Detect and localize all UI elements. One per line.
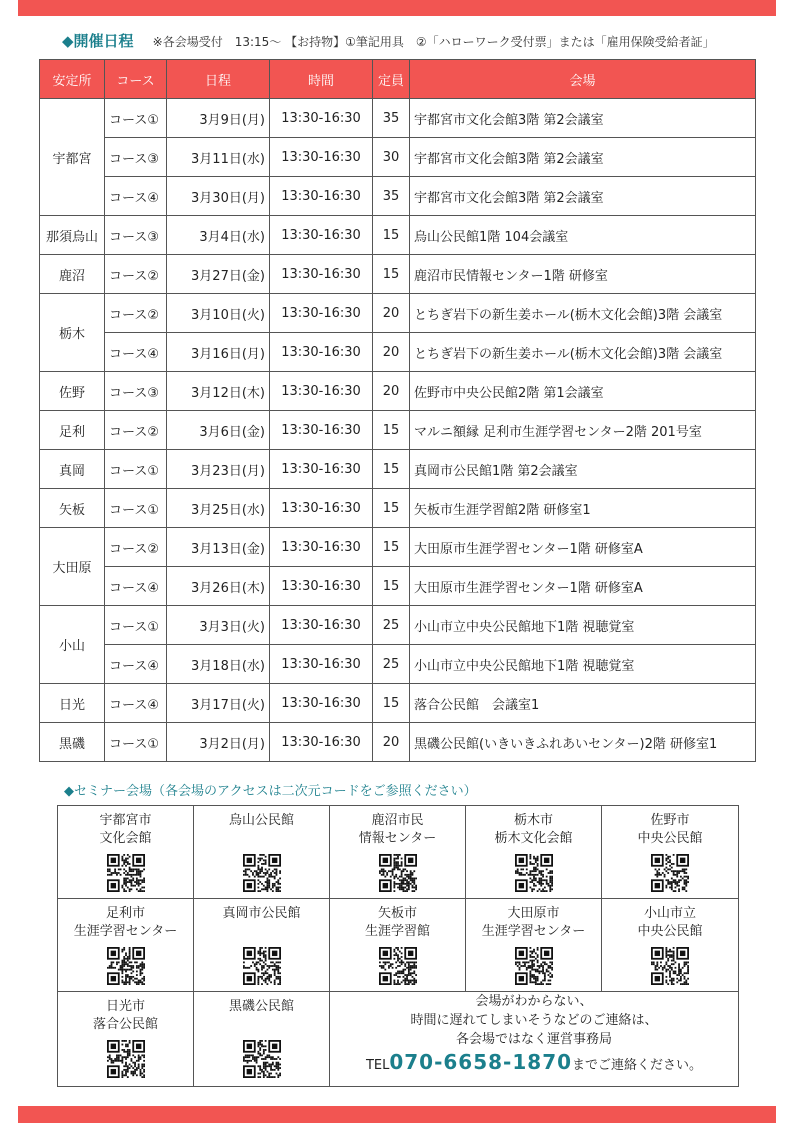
date-cell: 3月27日(金) [167, 255, 270, 294]
venue-cell: 鹿沼市民情報センター1階 研修室 [410, 255, 756, 294]
access-body [58, 806, 739, 1087]
schedule-row [40, 99, 756, 138]
date-cell: 3月4日(水) [167, 216, 270, 255]
col-venue-header: 会場 [410, 60, 756, 99]
top-accent-bar [18, 0, 776, 16]
time-cell: 13:30-16:30 [270, 567, 373, 606]
venue-name-line1: 宇都宮市 [99, 813, 152, 828]
time-cell: 13:30-16:30 [270, 528, 373, 567]
venue-name-line1: 真岡市公民館 [222, 906, 301, 921]
capacity-cell: 20 [373, 372, 410, 411]
venue-name-line1: 烏山公民館 [228, 813, 294, 828]
schedule-row [40, 567, 756, 606]
tel-prefix: TEL [365, 1058, 390, 1073]
capacity-cell: 20 [373, 723, 410, 762]
office-cell: 足利 [40, 411, 105, 450]
course-cell: コース① [105, 606, 167, 645]
venue-card [194, 806, 330, 899]
time-cell: 13:30-16:30 [270, 372, 373, 411]
bottom-accent-bar [18, 1106, 776, 1123]
date-cell: 3月25日(水) [167, 489, 270, 528]
venue-name-line1: 矢板市 [377, 906, 417, 921]
course-cell: コース④ [105, 645, 167, 684]
venue-cell: とちぎ岩下の新生姜ホール(栃木文化会館)3階 会議室 [410, 294, 756, 333]
venue-name [466, 806, 601, 848]
col-date-header: 日程 [167, 60, 270, 99]
contact-line1: 会場がわからない、 [475, 994, 593, 1009]
date-cell: 3月23日(月) [167, 450, 270, 489]
schedule-header-row [40, 60, 756, 99]
col-time-header: 時間 [270, 60, 373, 99]
schedule-table [39, 59, 756, 762]
qr-code-icon[interactable] [243, 854, 281, 892]
col-capacity-header: 定員 [373, 60, 410, 99]
venue-name-line2: 栃木文化会館 [494, 831, 573, 846]
venue-card [330, 806, 466, 899]
qr-code-icon[interactable] [651, 854, 689, 892]
venue-name [466, 899, 601, 941]
course-cell: コース② [105, 528, 167, 567]
capacity-cell: 25 [373, 645, 410, 684]
office-cell: 日光 [40, 684, 105, 723]
date-cell: 3月6日(金) [167, 411, 270, 450]
time-cell: 13:30-16:30 [270, 489, 373, 528]
venue-cell: 小山市立中央公民館地下1階 視聴覚室 [410, 645, 756, 684]
capacity-cell: 20 [373, 333, 410, 372]
venue-card [330, 899, 466, 992]
venue-name [58, 806, 193, 848]
schedule-row [40, 177, 756, 216]
venue-cell: 佐野市中央公民館2階 第1会議室 [410, 372, 756, 411]
venue-name-line2: 中央公民館 [637, 831, 703, 846]
capacity-cell: 35 [373, 177, 410, 216]
date-cell: 3月13日(金) [167, 528, 270, 567]
date-cell: 3月10日(火) [167, 294, 270, 333]
schedule-row [40, 294, 756, 333]
venue-name-line1: 黒磯公民館 [228, 999, 294, 1014]
date-cell: 3月18日(水) [167, 645, 270, 684]
venue-card [58, 806, 194, 899]
time-cell: 13:30-16:30 [270, 177, 373, 216]
venue-card [602, 806, 739, 899]
office-cell: 黒磯 [40, 723, 105, 762]
venue-card [58, 992, 194, 1087]
course-cell: コース① [105, 723, 167, 762]
course-cell: コース④ [105, 567, 167, 606]
course-cell: コース② [105, 255, 167, 294]
venue-name-line2: 文化会館 [99, 831, 152, 846]
contact-tel-line [330, 1050, 738, 1075]
venue-cell: 小山市立中央公民館地下1階 視聴覚室 [410, 606, 756, 645]
time-cell: 13:30-16:30 [270, 255, 373, 294]
schedule-body [40, 99, 756, 762]
venue-card [466, 806, 602, 899]
course-cell: コース④ [105, 333, 167, 372]
date-cell: 3月30日(月) [167, 177, 270, 216]
venue-cell: 宇都宮市文化会館3階 第2会議室 [410, 177, 756, 216]
schedule-row [40, 684, 756, 723]
time-cell: 13:30-16:30 [270, 645, 373, 684]
venue-name [194, 806, 329, 848]
access-table [57, 805, 739, 1087]
venue-cell: とちぎ岩下の新生姜ホール(栃木文化会館)3階 会議室 [410, 333, 756, 372]
access-row [58, 806, 739, 899]
date-cell: 3月12日(木) [167, 372, 270, 411]
capacity-cell: 15 [373, 216, 410, 255]
capacity-cell: 15 [373, 489, 410, 528]
col-office-header: 安定所 [40, 60, 105, 99]
capacity-cell: 15 [373, 450, 410, 489]
time-cell: 13:30-16:30 [270, 450, 373, 489]
course-cell: コース② [105, 294, 167, 333]
schedule-row [40, 333, 756, 372]
contact-line2: 時間に遅れてしまいそうなどのご連絡は、 [410, 1013, 658, 1028]
capacity-cell: 15 [373, 684, 410, 723]
venue-name-line1: 佐野市 [650, 813, 690, 828]
tel-suffix: までご連絡ください。 [572, 1058, 703, 1073]
capacity-cell: 15 [373, 567, 410, 606]
time-cell: 13:30-16:30 [270, 411, 373, 450]
qr-code-icon[interactable] [651, 947, 689, 985]
venue-name [330, 899, 465, 941]
venue-name [58, 992, 193, 1034]
venue-cell: 宇都宮市文化会館3階 第2会議室 [410, 138, 756, 177]
schedule-row [40, 489, 756, 528]
venue-card [602, 899, 739, 992]
venue-name-line1: 鹿沼市民 [371, 813, 424, 828]
course-cell: コース① [105, 99, 167, 138]
schedule-row [40, 255, 756, 294]
schedule-row [40, 645, 756, 684]
venue-name [58, 899, 193, 941]
time-cell: 13:30-16:30 [270, 723, 373, 762]
course-cell: コース③ [105, 372, 167, 411]
time-cell: 13:30-16:30 [270, 684, 373, 723]
col-course-header: コース [105, 60, 167, 99]
access-row [58, 992, 739, 1087]
course-cell: コース③ [105, 138, 167, 177]
capacity-cell: 20 [373, 294, 410, 333]
venue-name-line2: 落合公民館 [92, 1017, 158, 1032]
course-cell: コース② [105, 411, 167, 450]
date-cell: 3月2日(月) [167, 723, 270, 762]
qr-code-icon[interactable] [107, 854, 145, 892]
office-cell: 宇都宮 [40, 99, 105, 216]
time-cell: 13:30-16:30 [270, 606, 373, 645]
access-row [58, 899, 739, 992]
venue-name-line1: 栃木市 [513, 813, 553, 828]
venue-cell: 真岡市公民館1階 第2会議室 [410, 450, 756, 489]
schedule-row [40, 411, 756, 450]
venue-name [602, 806, 738, 848]
capacity-cell: 15 [373, 255, 410, 294]
venue-card [194, 992, 330, 1087]
qr-code-icon[interactable] [379, 947, 417, 985]
schedule-row [40, 723, 756, 762]
schedule-row [40, 372, 756, 411]
venue-name [194, 992, 329, 1034]
qr-code-icon[interactable] [379, 854, 417, 892]
venue-cell: 大田原市生涯学習センター1階 研修室A [410, 528, 756, 567]
venue-name-line2: 生涯学習館 [364, 924, 430, 939]
venue-cell: 落合公民館 会議室1 [410, 684, 756, 723]
office-cell: 真岡 [40, 450, 105, 489]
tel-number[interactable]: 070-6658-1870 [389, 1050, 573, 1074]
venue-name-line1: 足利市 [105, 906, 145, 921]
venue-name-line1: 日光市 [105, 999, 145, 1014]
course-cell: コース④ [105, 684, 167, 723]
capacity-cell: 15 [373, 528, 410, 567]
venue-name [194, 899, 329, 941]
venue-name-line2: 中央公民館 [637, 924, 703, 939]
venue-card [194, 899, 330, 992]
schedule-heading [62, 30, 715, 52]
office-cell: 佐野 [40, 372, 105, 411]
qr-code-icon[interactable] [107, 1040, 145, 1078]
venue-card [58, 899, 194, 992]
qr-code-icon[interactable] [107, 947, 145, 985]
time-cell: 13:30-16:30 [270, 294, 373, 333]
course-cell: コース① [105, 450, 167, 489]
qr-code-icon[interactable] [243, 947, 281, 985]
venue-cell: マルニ額縁 足利市生涯学習センター2階 201号室 [410, 411, 756, 450]
venue-name-line2: 情報センター [358, 831, 437, 846]
office-cell: 大田原 [40, 528, 105, 606]
schedule-row [40, 216, 756, 255]
access-heading: ◆セミナー会場（各会場のアクセスは二次元コードをご参照ください） [64, 784, 477, 799]
contact-info [330, 992, 739, 1087]
qr-code-icon[interactable] [515, 947, 553, 985]
capacity-cell: 25 [373, 606, 410, 645]
course-cell: コース③ [105, 216, 167, 255]
venue-cell: 矢板市生涯学習館2階 研修室1 [410, 489, 756, 528]
venue-name-line2: 生涯学習センター [481, 924, 586, 939]
capacity-cell: 15 [373, 411, 410, 450]
qr-code-icon[interactable] [243, 1040, 281, 1078]
office-cell: 那須烏山 [40, 216, 105, 255]
course-cell: コース① [105, 489, 167, 528]
venue-cell: 黒磯公民館(いきいきふれあいセンター)2階 研修室1 [410, 723, 756, 762]
schedule-note: ※各会場受付 13:15～ 【お持物】①筆記用具 ②「ハローワーク受付票」または「雇用保険受給者証」 [152, 35, 715, 49]
date-cell: 3月3日(火) [167, 606, 270, 645]
office-cell: 栃木 [40, 294, 105, 372]
date-cell: 3月17日(火) [167, 684, 270, 723]
office-cell: 鹿沼 [40, 255, 105, 294]
venue-name-line1: 大田原市 [507, 906, 560, 921]
venue-name [330, 806, 465, 848]
date-cell: 3月16日(月) [167, 333, 270, 372]
venue-name-line2: 生涯学習センター [73, 924, 178, 939]
office-cell: 小山 [40, 606, 105, 684]
date-cell: 3月26日(木) [167, 567, 270, 606]
venue-cell: 大田原市生涯学習センター1階 研修室A [410, 567, 756, 606]
date-cell: 3月11日(水) [167, 138, 270, 177]
time-cell: 13:30-16:30 [270, 138, 373, 177]
capacity-cell: 35 [373, 99, 410, 138]
schedule-row [40, 606, 756, 645]
schedule-row [40, 138, 756, 177]
venue-card [466, 899, 602, 992]
qr-code-icon[interactable] [515, 854, 553, 892]
time-cell: 13:30-16:30 [270, 99, 373, 138]
venue-name [602, 899, 738, 941]
schedule-title: ◆開催日程 [62, 32, 134, 50]
capacity-cell: 30 [373, 138, 410, 177]
course-cell: コース④ [105, 177, 167, 216]
time-cell: 13:30-16:30 [270, 333, 373, 372]
office-cell: 矢板 [40, 489, 105, 528]
venue-cell: 烏山公民館1階 104会議室 [410, 216, 756, 255]
venue-cell: 宇都宮市文化会館3階 第2会議室 [410, 99, 756, 138]
schedule-row [40, 450, 756, 489]
time-cell: 13:30-16:30 [270, 216, 373, 255]
date-cell: 3月9日(月) [167, 99, 270, 138]
venue-name-line1: 小山市立 [643, 906, 696, 921]
contact-line3: 各会場ではなく運営事務局 [455, 1032, 612, 1047]
schedule-row [40, 528, 756, 567]
